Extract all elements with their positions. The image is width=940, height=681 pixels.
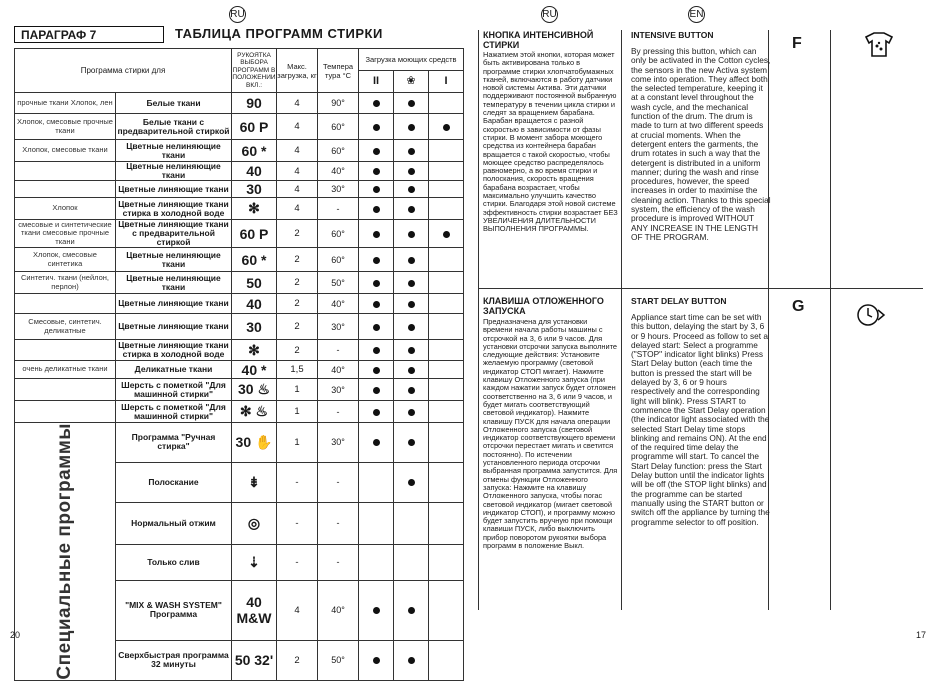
max-load: 4 (277, 580, 318, 640)
fabric-type: Хлопок, смесовые синтетика (15, 248, 116, 272)
knob-position: 60 * (232, 248, 277, 272)
bullet-mark (408, 387, 415, 394)
program-name: Программа "Ручная стирка" (116, 423, 232, 463)
program-row (15, 220, 464, 248)
knob-position: 60 * (232, 140, 277, 162)
detergent-cell (429, 340, 464, 361)
bullet-mark (373, 257, 380, 264)
program-row (15, 379, 464, 401)
program-name: Белые ткани (116, 93, 232, 114)
detergent-cell (429, 314, 464, 340)
detergent-cell (429, 401, 464, 423)
intensive-title-en: INTENSIVE BUTTON (631, 30, 714, 40)
delay-body-en: Appliance start time can be set with this button, delaying the start by 3, 6 or 9 hours. Proceed as follow to set a delayed start: Select a programme ("STOP" indicator light blinks) Press Start Delay button (each time the button is pressed the start will be delayed by 3, 6 or 9 hours respectively and the corresponding light will blink). Press START to commence the Start Delay operation (the indicator light associated with the selected Start Delay time stops blinking and remains ON). At the end of the required time delay the programme will start. To cancel the Start Delay function: press the Start Delay button until the indicator lights will be off (the STOP light blinks) and the programme can be started manually using the START button or switch off the appliance by turning the programme selector to off position. (631, 312, 770, 527)
detergent-cell (394, 114, 429, 140)
bullet-mark (408, 409, 415, 416)
knob-position: 90 (232, 93, 277, 114)
detergent-cell (429, 114, 464, 140)
page-number-left: 20 (10, 630, 21, 640)
max-load: 2 (277, 340, 318, 361)
detergent-cell (429, 181, 464, 198)
detergent-cell (359, 544, 394, 580)
temperature: 50° (318, 640, 359, 680)
bullet-mark (373, 124, 380, 131)
bullet-mark (408, 124, 415, 131)
bullet-mark (373, 409, 380, 416)
knob-position: ✻ (232, 198, 277, 220)
program-row (15, 181, 464, 198)
lang-badge-ru: RU (541, 6, 558, 23)
detergent-cell (359, 340, 394, 361)
knob-position: 60 P (232, 114, 277, 140)
lang-badge-en: EN (688, 6, 705, 23)
detergent-cell (394, 462, 429, 502)
fabric-type (15, 340, 116, 361)
max-load: 2 (277, 640, 318, 680)
detergent-cell (359, 162, 394, 181)
detergent-cell (359, 294, 394, 314)
fabric-type: Синтетич. ткани (нейлон, перлон) (15, 272, 116, 294)
detergent-cell (394, 502, 429, 544)
detergent-cell (359, 140, 394, 162)
intensive-body-ru: Нажатием этой кнопки, которая может быть активирована только в программе стирки хлопчатобумажных тканей, включаются в работу датчики новой системы Актива. Эти датчики поддерживают постоянной выбранную температуру в течении цикла стирки и следят за вращением барабана. Барабан вращается с разной скоростью в зависимости от фазы стирки. В момент забора моющего средства из контейнера барабан вращается с такой скоростью, чтобы моющее средство распределялось равномерно, а во время стирки и полоскания, скорость вращения барабана возрастает, чтобы максимально улучшить качество стирки. Благодаря этой новой системе эффективность стирки возрастает БЕЗ УВЕЛИЧЕНИЯ ДЛИТЕЛЬНОСТИ ВЫПОЛНЕНИЯ ПРОГРАММЫ. (483, 50, 618, 234)
temperature: - (318, 401, 359, 423)
page-title: ТАБЛИЦА ПРОГРАММ СТИРКИ (175, 26, 383, 41)
bullet-mark (373, 607, 380, 614)
bullet-mark (408, 301, 415, 308)
knob-position: 30 ♨ (232, 379, 277, 401)
program-row (15, 114, 464, 140)
det-col-prewash: II (359, 71, 394, 93)
max-load: 2 (277, 294, 318, 314)
max-load: 4 (277, 198, 318, 220)
detergent-cell (394, 340, 429, 361)
temperature: 30° (318, 423, 359, 463)
knob-position: 30 ✋ (232, 423, 277, 463)
bullet-mark (408, 607, 415, 614)
detergent-cell (394, 423, 429, 463)
bullet-mark (373, 657, 380, 664)
bullet-mark (408, 206, 415, 213)
temperature: 90° (318, 93, 359, 114)
max-load: - (277, 502, 318, 544)
max-load: 1 (277, 401, 318, 423)
knob-position: ◎ (232, 502, 277, 544)
max-load: 4 (277, 162, 318, 181)
knob-position: 40 (232, 162, 277, 181)
program-name: Шерсть с пометкой "Для машинной стирки" (116, 379, 232, 401)
detergent-cell (429, 93, 464, 114)
detergent-cell (359, 248, 394, 272)
temperature: 60° (318, 248, 359, 272)
knob-position: ✻ ♨ (232, 401, 277, 423)
detergent-cell (359, 423, 394, 463)
program-name: Цветные линяющие ткани с предварительной стиркой (116, 220, 232, 248)
bullet-mark (373, 439, 380, 446)
detergent-cell (429, 162, 464, 181)
program-name: Нормальный отжим (116, 502, 232, 544)
temperature: 60° (318, 114, 359, 140)
detergent-cell (429, 462, 464, 502)
delay-title-ru: КЛАВИША ОТЛОЖЕННОГО ЗАПУСКА (483, 296, 604, 316)
temperature: 60° (318, 140, 359, 162)
bullet-mark (408, 367, 415, 374)
detergent-cell (359, 198, 394, 220)
fabric-type: прочные ткани Хлопок, лен (15, 93, 116, 114)
header-temp: Темпера тура °С (318, 49, 359, 93)
bullet-mark (373, 367, 380, 374)
program-name: Цветные линяющие ткани стирка в холодной воде (116, 340, 232, 361)
bullet-mark (443, 124, 450, 131)
detergent-cell (359, 314, 394, 340)
intensive-letter: F (792, 35, 802, 52)
delay-body-ru: Предназначена для установки времени начала работы машины с отсрочкой на 3, 6 или 9 часов. Для установки отсрочки запуска выполните следующие действия: Установите желаемую программу (световой индикатор СТОП мигает). Нажмите клавишу Отложенного запуска (при каждом нажатии запуск будет отложен соответственно на 3, 6 или 9 часов, и будет мигать соответствующий световой индикатор). Нажмите клавишу ПУСК для начала операции Отложенного запуска (световой индикатор соответствующего времени отсрочки перестает мигать и светится постоянно). По истечении установленного периода отсрочки выбранная программа запустится. Для отмены функции Отложенного запуска: Нажмите на клавишу Отложенного запуска, чтобы погас световой индикатор (мигает световой индикатор СТОП), и программу можно будет запустить вручную при помощи клавиши ПУСК, либо выключить прибор поворотом рукоятки выбора программ в положение Выкл. (483, 317, 618, 551)
program-name: Цветные линяющие ткани (116, 181, 232, 198)
detergent-cell (394, 198, 429, 220)
intensive-title-ru: КНОПКА ИНТЕНСИВНОЙ СТИРКИ (483, 30, 594, 50)
temperature: - (318, 544, 359, 580)
detergent-cell (359, 401, 394, 423)
bullet-mark (408, 100, 415, 107)
detergent-cell (429, 272, 464, 294)
delay-title-en: START DELAY BUTTON (631, 296, 727, 306)
fabric-type: Смесовые, синтетич. деликатные (15, 314, 116, 340)
header-knob: РУКОЯТКА ВЫБОРА ПРОГРАММ В ПОЛОЖЕНИИ ВКЛ.: (232, 49, 277, 93)
detergent-cell (359, 181, 394, 198)
det-col-wash: I (429, 71, 464, 93)
detergent-cell (359, 640, 394, 680)
bullet-mark (373, 148, 380, 155)
bullet-mark (408, 168, 415, 175)
temperature: 30° (318, 181, 359, 198)
knob-position: 50 (232, 272, 277, 294)
detergent-cell (429, 379, 464, 401)
bullet-mark (408, 186, 415, 193)
bullet-mark (373, 168, 380, 175)
max-load: 4 (277, 93, 318, 114)
detergent-cell (394, 162, 429, 181)
program-name: Только слив (116, 544, 232, 580)
max-load: 1,5 (277, 361, 318, 379)
wash-program-table (14, 48, 464, 681)
program-row (15, 361, 464, 379)
temperature: 40° (318, 294, 359, 314)
bullet-mark (373, 231, 380, 238)
max-load: 4 (277, 181, 318, 198)
bullet-mark (373, 347, 380, 354)
detergent-cell (359, 580, 394, 640)
detergent-cell (429, 423, 464, 463)
knob-position: 40 * (232, 361, 277, 379)
program-row (15, 162, 464, 181)
program-name: Белые ткани с предварительной стиркой (116, 114, 232, 140)
bullet-mark (408, 231, 415, 238)
knob-position: 60 P (232, 220, 277, 248)
max-load: 4 (277, 114, 318, 140)
program-name: Шерсть с пометкой "Для машинной стирки" (116, 401, 232, 423)
temperature: - (318, 340, 359, 361)
temperature: 50° (318, 272, 359, 294)
knob-position: 40 (232, 294, 277, 314)
det-col-softener: ❀ (394, 71, 429, 93)
detergent-cell (429, 140, 464, 162)
fabric-type: смесовые и синтетические ткани смесовые прочные ткани (15, 220, 116, 248)
temperature: - (318, 198, 359, 220)
bullet-mark (408, 324, 415, 331)
detergent-cell (359, 114, 394, 140)
bullet-mark (408, 280, 415, 287)
intensive-shirt-icon (864, 32, 894, 63)
max-load: 2 (277, 272, 318, 294)
program-row (15, 294, 464, 314)
bullet-mark (408, 347, 415, 354)
program-name: Цветные нелиняющие ткани (116, 162, 232, 181)
fabric-type: Хлопок, смесовые прочные ткани (15, 114, 116, 140)
program-name: Цветные линяющие ткани (116, 294, 232, 314)
delay-letter: G (792, 298, 805, 315)
max-load: 1 (277, 379, 318, 401)
knob-position: ✻ (232, 340, 277, 361)
temperature: - (318, 502, 359, 544)
header-load: Макс. загрузка, кг (277, 49, 318, 93)
detergent-cell (429, 294, 464, 314)
detergent-cell (394, 580, 429, 640)
fabric-type (15, 294, 116, 314)
detergent-cell (394, 379, 429, 401)
program-name: Цветные нелиняющие ткани (116, 248, 232, 272)
knob-position: 50 32' (232, 640, 277, 680)
fabric-type: очень деликатные ткани (15, 361, 116, 379)
program-row (15, 248, 464, 272)
bullet-mark (408, 257, 415, 264)
max-load: - (277, 544, 318, 580)
program-row (15, 314, 464, 340)
detergent-cell (429, 544, 464, 580)
detergent-cell (359, 93, 394, 114)
lang-badge-left: RU (229, 6, 246, 23)
detergent-cell (394, 401, 429, 423)
detergent-cell (394, 361, 429, 379)
detergent-cell (429, 361, 464, 379)
program-name: Цветные линяющие ткани стирка в холодной воде (116, 198, 232, 220)
section-label: ПАРАГРАФ 7 (14, 26, 164, 43)
bullet-mark (373, 387, 380, 394)
program-name: Цветные линяющие ткани (116, 314, 232, 340)
detergent-cell (359, 272, 394, 294)
detergent-cell (359, 361, 394, 379)
detergent-cell (394, 220, 429, 248)
knob-position: 30 (232, 314, 277, 340)
detergent-cell (359, 379, 394, 401)
bullet-mark (373, 186, 380, 193)
program-row (15, 340, 464, 361)
temperature: 60° (318, 220, 359, 248)
detergent-cell (394, 93, 429, 114)
knob-position: ⇣ (232, 544, 277, 580)
fabric-type (15, 181, 116, 198)
detergent-cell (429, 248, 464, 272)
detergent-cell (359, 220, 394, 248)
fabric-type: Хлопок (15, 198, 116, 220)
bullet-mark (408, 479, 415, 486)
program-row (15, 272, 464, 294)
detergent-cell (359, 462, 394, 502)
page-number-right: 17 (916, 630, 927, 640)
detergent-cell (394, 294, 429, 314)
header-program-for: Программа стирки для (15, 49, 232, 93)
bullet-mark (408, 148, 415, 155)
bullet-mark (373, 206, 380, 213)
intensive-body-en: By pressing this button, which can only be activated in the Cotton cycles, the sensors in the new Activa system come into operation. They affect both the selected temperature, keeping it at a constant level throughout the wash cycle, and the mechanical function of the drum. The drum is made to turn at two different speeds at crucial moments. When the detergent enters the garments, the drum rotates in such a way that the detergent is distributed in a uniform manner; during the wash and rinse procedures, however, the speed increases in order to maximise the cleaning action. Thanks to this special system, the efficiency of the wash procedure is improved WITHOUT ANY INCREASE IN THE LENGTH OF THE PROGRAM. (631, 46, 771, 242)
detergent-cell (359, 502, 394, 544)
knob-position: 40 M&W (232, 580, 277, 640)
detergent-cell (429, 198, 464, 220)
special-program-row (15, 423, 464, 463)
knob-position: ⇟ (232, 462, 277, 502)
program-name: Цветные нелиняющие ткани (116, 272, 232, 294)
detergent-cell (394, 181, 429, 198)
program-name: Деликатные ткани (116, 361, 232, 379)
special-programs-label (15, 423, 116, 681)
program-name: Полоскание (116, 462, 232, 502)
max-load: - (277, 462, 318, 502)
program-row (15, 140, 464, 162)
max-load: 2 (277, 248, 318, 272)
program-row (15, 401, 464, 423)
bullet-mark (373, 280, 380, 287)
header-detergent: Загрузка моющих средств (359, 49, 464, 71)
program-row (15, 93, 464, 114)
delay-clock-icon (856, 302, 886, 333)
detergent-cell (394, 640, 429, 680)
max-load: 2 (277, 314, 318, 340)
temperature: 40° (318, 162, 359, 181)
detergent-cell (429, 502, 464, 544)
detergent-cell (429, 580, 464, 640)
fabric-type: Хлопок, смесовые ткани (15, 140, 116, 162)
fabric-type (15, 401, 116, 423)
temperature: 40° (318, 361, 359, 379)
detergent-cell (394, 272, 429, 294)
program-name: Цветные нелиняющие ткани (116, 140, 232, 162)
detergent-cell (394, 140, 429, 162)
bullet-mark (373, 324, 380, 331)
bullet-mark (408, 657, 415, 664)
max-load: 4 (277, 140, 318, 162)
detergent-cell (394, 248, 429, 272)
max-load: 1 (277, 423, 318, 463)
temperature: 30° (318, 379, 359, 401)
program-name: "MIX & WASH SYSTEM" Программа (116, 580, 232, 640)
bullet-mark (373, 100, 380, 107)
detergent-cell (429, 220, 464, 248)
bullet-mark (408, 439, 415, 446)
program-row (15, 198, 464, 220)
temperature: - (318, 462, 359, 502)
detergent-cell (429, 640, 464, 680)
bullet-mark (443, 231, 450, 238)
special-programs-text: Специальные программы (53, 423, 75, 680)
max-load: 2 (277, 220, 318, 248)
detergent-cell (394, 314, 429, 340)
bullet-mark (373, 301, 380, 308)
knob-position: 30 (232, 181, 277, 198)
detergent-cell (394, 544, 429, 580)
fabric-type (15, 162, 116, 181)
program-name: Сверхбыстрая программа 32 минуты (116, 640, 232, 680)
temperature: 30° (318, 314, 359, 340)
temperature: 40° (318, 580, 359, 640)
fabric-type (15, 379, 116, 401)
